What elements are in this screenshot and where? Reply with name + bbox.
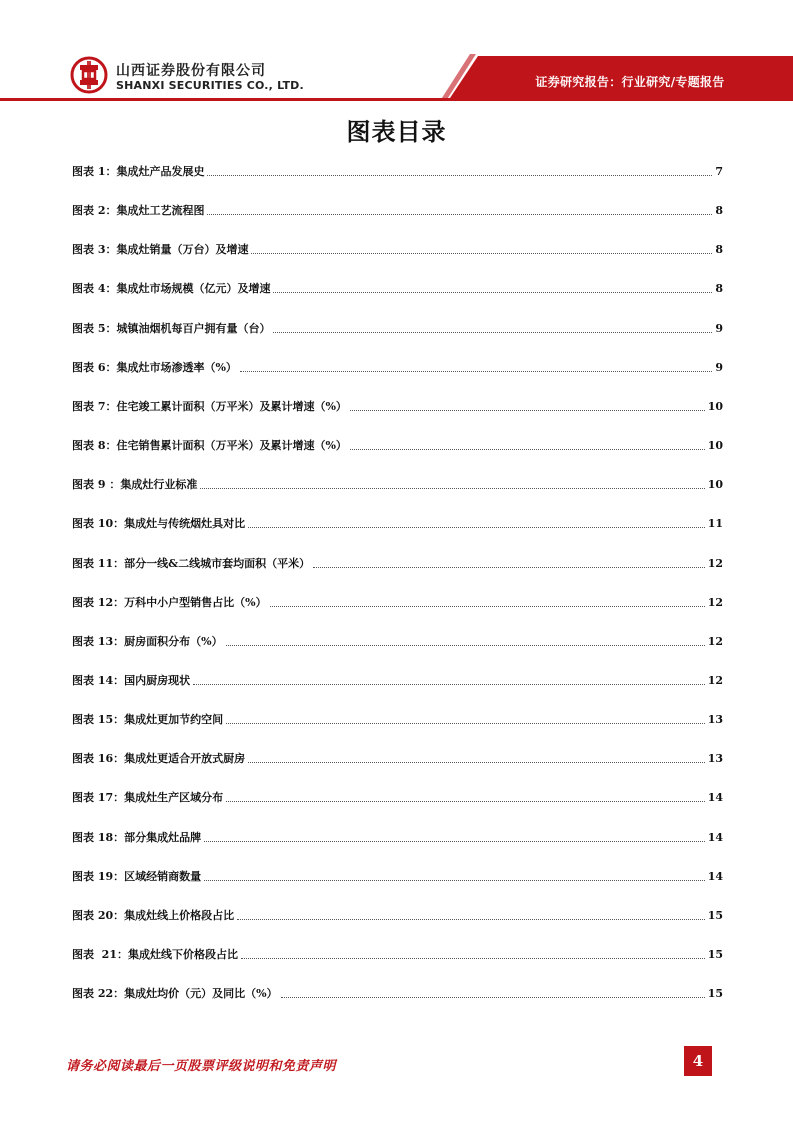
toc-figure-label: 图表 10：	[72, 517, 125, 531]
toc-figure-title: 集成灶工艺流程图	[116, 204, 205, 218]
toc-figure-title: 住宅销售累计面积（万平米）及累计增速（%）	[116, 439, 347, 453]
toc-row[interactable]	[72, 712, 723, 728]
report-type-label: 证券研究报告：行业研究/专题报告	[535, 75, 725, 89]
toc-figure-title: 集成灶线下价格段占比	[127, 948, 238, 961]
toc-dot-leader	[207, 213, 712, 215]
toc-dot-leader	[204, 879, 705, 881]
toc-row[interactable]	[72, 477, 723, 493]
toc-figure-label: 图表 21：	[72, 948, 128, 961]
toc-row[interactable]	[72, 516, 723, 532]
toc-row[interactable]	[72, 908, 723, 924]
toc-figure-label: 图表 20：	[72, 908, 125, 922]
toc-figure-title: 区域经销商数量	[124, 869, 202, 883]
toc-page-number: 13	[707, 713, 723, 727]
toc-dot-leader	[226, 722, 705, 724]
toc-dot-leader	[313, 566, 705, 568]
toc-dot-leader	[226, 644, 705, 646]
toc-row[interactable]	[72, 164, 723, 180]
toc-page-number: 14	[707, 869, 723, 883]
toc-row[interactable]	[72, 399, 723, 415]
toc-dot-leader	[204, 840, 705, 842]
toc-page-number: 8	[715, 243, 723, 257]
toc-dot-leader	[240, 370, 712, 372]
toc-page-number: 8	[715, 204, 723, 218]
toc-row[interactable]	[72, 986, 723, 1002]
toc-dot-leader	[273, 291, 712, 293]
toc-figure-label: 图表 9 ：	[72, 478, 121, 492]
toc-figure-title: 万科中小户型销售占比（%）	[124, 595, 267, 609]
toc-figure-label: 图表 4：	[72, 282, 117, 296]
toc-figure-title: 城镇油烟机每百户拥有量（台）	[116, 321, 271, 335]
toc-page-number: 12	[707, 634, 723, 648]
toc-figure-label: 图表 8：	[72, 439, 117, 453]
toc-page-number: 14	[707, 830, 723, 844]
toc-figure-label: 图表 22：	[72, 987, 125, 1001]
toc-dot-leader	[207, 174, 712, 176]
toc-page-number: 15	[707, 987, 723, 1001]
toc-row[interactable]	[72, 360, 723, 376]
toc-figure-title: 部分一线&二线城市套均面积（平米）	[124, 556, 311, 570]
toc-dot-leader	[200, 487, 704, 489]
toc-row[interactable]	[72, 830, 723, 846]
toc-row[interactable]	[72, 281, 723, 297]
toc-dot-leader	[193, 683, 705, 685]
toc-figure-title: 部分集成灶品牌	[124, 830, 202, 844]
toc-figure-title: 住宅竣工累计面积（万平米）及累计增速（%）	[116, 399, 347, 413]
toc-dot-leader	[270, 605, 705, 607]
toc-figure-label: 图表 2：	[72, 204, 117, 218]
toc-figure-label: 图表 12：	[72, 595, 125, 609]
toc-figure-label: 图表 15：	[72, 713, 125, 727]
toc-dot-leader	[273, 331, 712, 333]
toc-row[interactable]	[72, 556, 723, 572]
toc-figure-label: 图表 14：	[72, 673, 125, 687]
toc-row[interactable]	[72, 751, 723, 767]
toc-row[interactable]	[72, 947, 723, 963]
toc-figure-title: 集成灶更适合开放式厨房	[124, 752, 246, 766]
toc-figure-title: 集成灶市场规模（亿元）及增速	[116, 282, 271, 296]
toc-page-number: 12	[707, 556, 723, 570]
toc-figure-label: 图表 17：	[72, 791, 125, 805]
toc-row[interactable]	[72, 634, 723, 650]
toc-dot-leader	[226, 800, 705, 802]
toc-figure-label: 图表 7：	[72, 399, 117, 413]
toc-row[interactable]	[72, 595, 723, 611]
toc-dot-leader	[251, 252, 712, 254]
page-number: 4	[684, 1046, 712, 1076]
toc-page-number: 13	[707, 752, 723, 766]
toc-page-number: 12	[707, 595, 723, 609]
page-header	[0, 0, 793, 110]
toc-page-number: 10	[707, 439, 723, 453]
toc-row[interactable]	[72, 242, 723, 258]
page-title: 图表目录	[346, 118, 447, 146]
toc-figure-label: 图表 16：	[72, 752, 125, 766]
toc-figure-label: 图表 3：	[72, 243, 117, 257]
toc-dot-leader	[241, 957, 705, 959]
toc-figure-label: 图表 13：	[72, 634, 125, 648]
toc-dot-leader	[350, 409, 705, 411]
toc-figure-title: 集成灶生产区域分布	[124, 791, 224, 805]
company-name-cn: 山西证券股份有限公司	[116, 63, 266, 79]
toc-page-number: 15	[707, 948, 723, 961]
toc-page-number: 9	[715, 360, 723, 374]
toc-dot-leader	[248, 526, 705, 528]
toc-figure-title: 集成灶更加节约空间	[124, 713, 224, 727]
toc-dot-leader	[350, 448, 705, 450]
toc-figure-title: 国内厨房现状	[124, 673, 191, 687]
toc-page-number: 9	[715, 321, 723, 335]
company-name-en: SHANXI SECURITIES CO., LTD.	[116, 79, 304, 92]
toc-page-number: 11	[707, 517, 723, 531]
toc-figure-title: 集成灶均价（元）及同比（%）	[124, 987, 278, 1001]
toc-figure-label: 图表 1：	[72, 165, 117, 178]
toc-row[interactable]	[72, 321, 723, 337]
toc-figure-label: 图表 19：	[72, 869, 125, 883]
toc-page-number: 7	[715, 165, 723, 178]
toc-dot-leader	[237, 918, 705, 920]
toc-figure-title: 集成灶线上价格段占比	[124, 908, 235, 922]
toc-dot-leader	[281, 996, 705, 998]
toc-figure-label: 图表 11：	[72, 556, 125, 570]
toc-page-number: 8	[715, 282, 723, 296]
toc-page-number: 15	[707, 908, 723, 922]
toc-page-number: 12	[707, 673, 723, 687]
toc-figure-title: 集成灶市场渗透率（%）	[116, 360, 237, 374]
toc-row[interactable]	[72, 438, 723, 454]
toc-figure-label: 图表 6：	[72, 360, 117, 374]
toc-row[interactable]	[72, 790, 723, 806]
toc-figure-title: 集成灶销量（万台）及增速	[116, 243, 249, 257]
disclaimer-note: 请务必阅读最后一页股票评级说明和免责声明	[66, 1059, 337, 1074]
toc-figure-title: 厨房面积分布（%）	[124, 634, 223, 648]
toc-figure-label: 图表 5：	[72, 321, 117, 335]
toc-figure-label: 图表 18：	[72, 830, 125, 844]
toc-page-number: 10	[707, 399, 723, 413]
toc-page-number: 10	[707, 478, 723, 492]
toc-dot-leader	[248, 761, 705, 763]
toc-figure-title: 集成灶行业标准	[120, 478, 198, 492]
toc-row[interactable]	[72, 203, 723, 219]
toc-row[interactable]	[72, 869, 723, 885]
toc-figure-title: 集成灶产品发展史	[116, 165, 205, 178]
toc-figure-title: 集成灶与传统烟灶具对比	[124, 517, 246, 531]
toc-row[interactable]	[72, 673, 723, 689]
toc-page-number: 14	[707, 791, 723, 805]
